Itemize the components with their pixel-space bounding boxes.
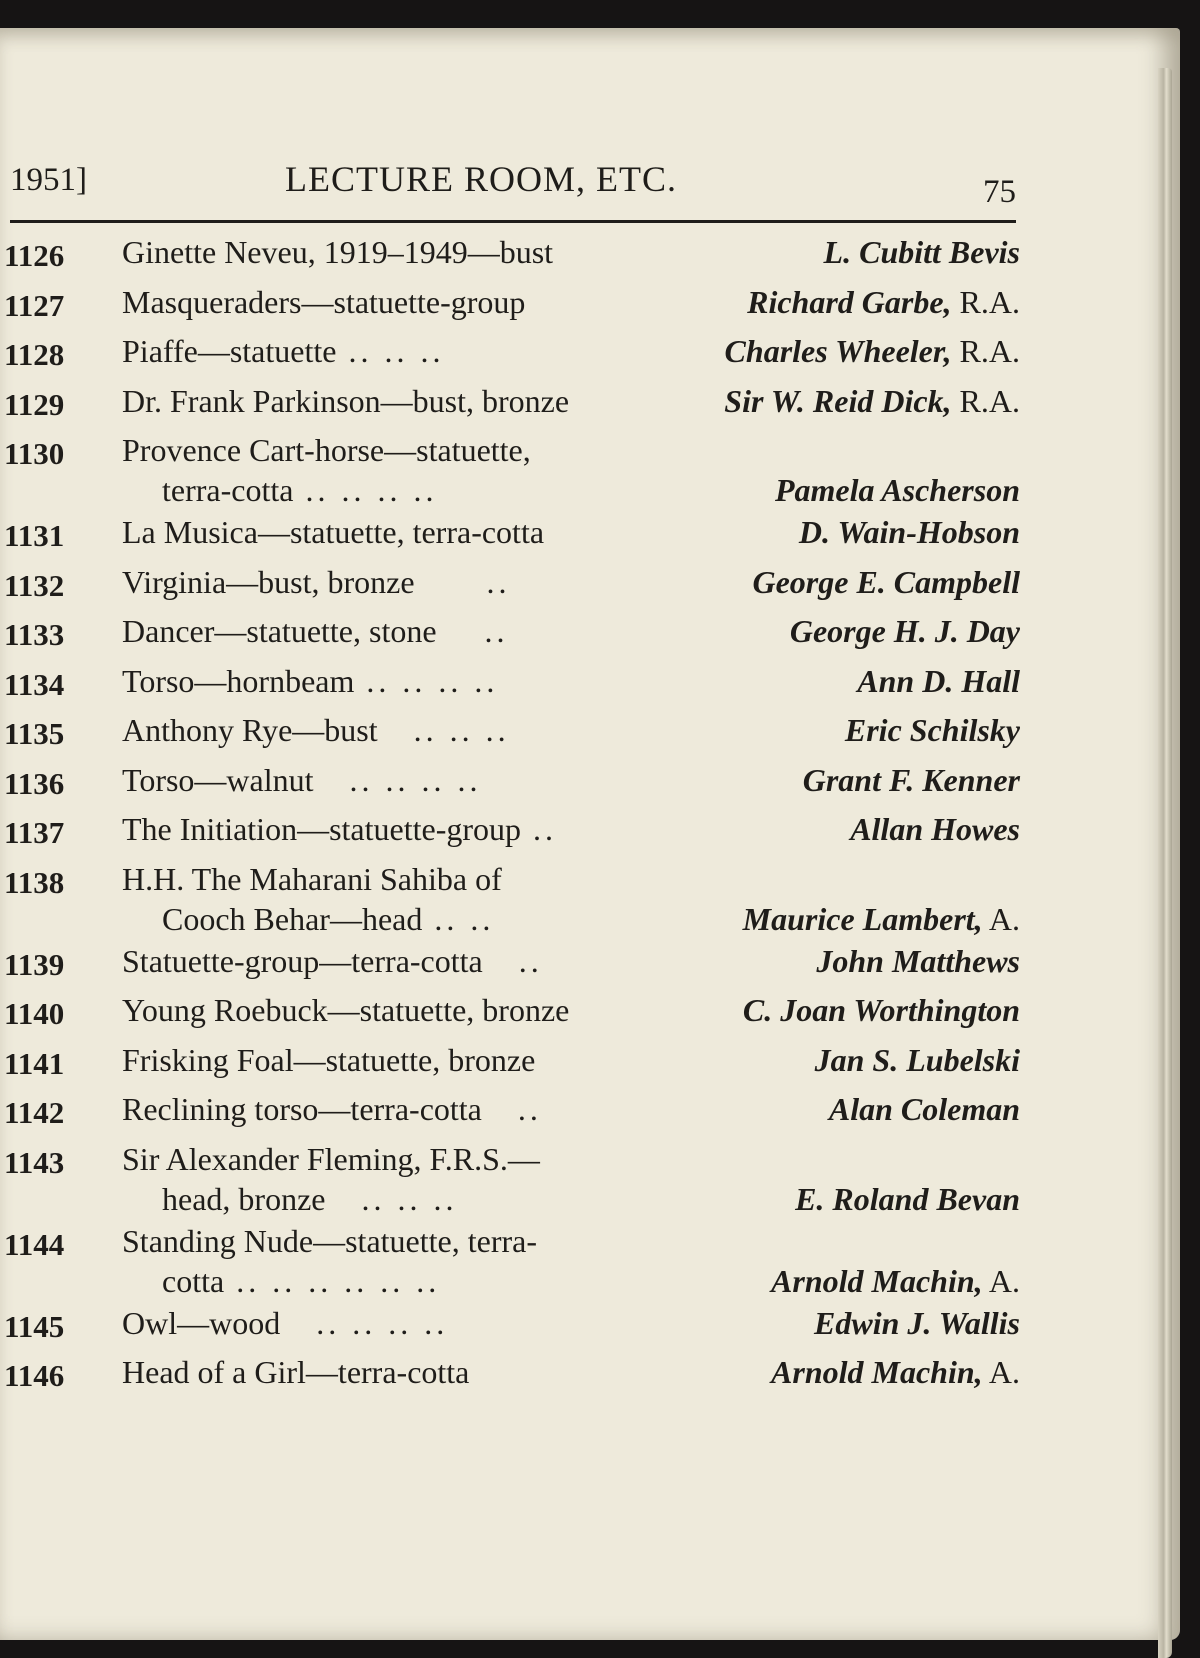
artist-name: Maurice Lambert, — [742, 900, 983, 937]
entry-number: 1139 — [4, 946, 65, 982]
artist-name: Alan Coleman — [828, 1091, 1020, 1127]
entry-number: 1131 — [4, 518, 65, 553]
entry-artist — [803, 762, 1020, 799]
artist-name: Pamela Ascherson — [774, 472, 1020, 508]
entry-number: 1137 — [4, 815, 65, 850]
entry-artist — [850, 811, 1020, 848]
entry-title-text: Dancer—statuette, stone — [122, 613, 437, 649]
artist-name: Edwin J. Wallis — [814, 1304, 1020, 1341]
entry-number: 1141 — [4, 1045, 65, 1081]
catalog-entry — [0, 663, 1020, 713]
entry-title — [122, 943, 543, 980]
entry-artist — [775, 472, 1020, 509]
entry-title-text: Head of a Girl—terra-cotta — [122, 1354, 470, 1390]
entry-title-continued — [162, 472, 437, 509]
entry-title — [122, 1354, 469, 1391]
entry-title-text: Young Roebuck—statuette, bronze — [122, 992, 570, 1028]
entry-title — [122, 861, 502, 898]
artist-name: Grant F. Kenner — [802, 761, 1020, 798]
entry-title-text: Anthony Rye—bust — [122, 712, 378, 748]
entry-artist — [743, 901, 1020, 938]
entry-title-text: Dr. Frank Parkinson—bust, bronze — [122, 382, 570, 419]
artist-name: Eric Schilsky — [844, 712, 1020, 748]
entry-artist — [743, 992, 1020, 1029]
artist-name: John Matthews — [816, 942, 1020, 979]
entry-number: 1146 — [4, 1358, 65, 1393]
entry-number: 1136 — [4, 765, 65, 801]
entry-title — [122, 432, 531, 469]
entry-title — [122, 811, 557, 848]
entry-number: 1130 — [4, 436, 65, 471]
entry-title-text: La Musica—statuette, terra-cotta — [122, 514, 545, 550]
entry-artist — [725, 333, 1020, 370]
artist-name: Arnold Machin, — [771, 1262, 983, 1299]
leader-dots: .. — [482, 942, 543, 979]
leader-dots: .. .. .. .. — [280, 1304, 449, 1341]
catalog-entry — [0, 564, 1020, 614]
artist-name: Jan S. Lubelski — [814, 1041, 1020, 1078]
leader-dots: .. .. .. .. — [293, 472, 438, 508]
leader-dots: .. .. .. .. — [313, 761, 482, 798]
entry-title — [122, 613, 509, 650]
artist-honours: A. — [982, 1354, 1020, 1390]
leader-dots: .. .. — [422, 900, 495, 937]
entry-title-text: Torso—hornbeam — [122, 662, 355, 699]
artist-honours: R.A. — [951, 382, 1020, 419]
leader-dots: .. .. .. .. .. .. — [224, 1262, 441, 1299]
catalog-entry — [0, 613, 1020, 663]
entry-number: 1142 — [4, 1095, 65, 1130]
artist-honours: A. — [982, 900, 1020, 937]
entry-title — [122, 333, 444, 370]
entry-number: 1128 — [4, 337, 65, 372]
artist-name: Ann D. Hall — [857, 662, 1020, 699]
entry-title-text: Ginette Neveu, 1919–1949—bust — [122, 234, 554, 270]
entry-title-continued-text: cotta — [162, 1262, 225, 1299]
running-header — [10, 158, 1016, 223]
entry-title — [122, 1141, 540, 1178]
entry-number: 1143 — [4, 1144, 65, 1180]
catalog-entry — [0, 1091, 1020, 1141]
artist-name: Charles Wheeler, — [724, 333, 952, 369]
artist-honours: R.A. — [951, 283, 1020, 320]
catalog-entry — [0, 333, 1020, 383]
entry-title-text: Sir Alexander Fleming, F.R.S.— — [122, 1140, 540, 1177]
entry-title-text: H.H. The Maharani Sahiba of — [122, 860, 502, 897]
catalog-entry — [0, 861, 1020, 943]
entry-artist — [857, 663, 1020, 700]
entry-title-continued — [162, 1263, 440, 1300]
leader-dots: .. — [481, 1091, 542, 1127]
catalog-entry — [0, 1354, 1020, 1404]
book-page — [0, 28, 1180, 1640]
leader-dots: .. — [521, 811, 557, 847]
entry-number: 1133 — [4, 617, 65, 652]
entry-artist — [845, 712, 1020, 749]
entry-artist — [771, 1354, 1020, 1391]
entry-artist — [815, 1042, 1020, 1079]
catalog-entry — [0, 762, 1020, 812]
entry-title — [122, 514, 544, 551]
entry-title-continued — [162, 901, 494, 938]
page-edge — [1158, 68, 1172, 1658]
header-title: LECTURE ROOM, ETC. — [285, 159, 677, 199]
artist-name: C. Joan Worthington — [742, 992, 1020, 1028]
catalog-entry — [0, 514, 1020, 564]
entry-title-continued-text: terra-cotta — [162, 472, 294, 508]
entry-number: 1138 — [4, 864, 65, 900]
entry-title — [122, 234, 553, 271]
catalog-entry — [0, 712, 1020, 762]
catalog-entry — [0, 1305, 1020, 1355]
entry-number: 1140 — [4, 996, 65, 1031]
catalog-entry — [0, 1141, 1020, 1223]
catalog-entry — [0, 943, 1020, 993]
entry-title-text: Provence Cart-horse—statuette, — [122, 432, 531, 468]
entry-title — [122, 564, 511, 601]
leader-dots: .. .. .. — [377, 712, 510, 748]
entry-artist — [816, 943, 1020, 980]
artist-honours: A. — [982, 1262, 1020, 1299]
catalog-entry — [0, 811, 1020, 861]
catalog-entry — [0, 992, 1020, 1042]
entry-number: 1135 — [4, 716, 65, 751]
entry-title — [122, 762, 482, 799]
catalog-entry — [0, 1223, 1020, 1305]
entry-artist — [795, 1181, 1020, 1218]
entry-title-text: The Initiation—statuette-group — [122, 811, 521, 847]
artist-name: L. Cubitt Bevis — [823, 234, 1020, 270]
entry-title — [122, 1223, 537, 1260]
entry-title-continued-text: Cooch Behar—head — [162, 900, 423, 937]
artist-name: George H. J. Day — [789, 613, 1020, 649]
entry-title — [122, 992, 569, 1029]
entry-number: 1144 — [4, 1226, 65, 1262]
entry-title-text: Reclining torso—terra-cotta — [122, 1091, 482, 1127]
artist-name: George E. Campbell — [752, 563, 1020, 600]
entry-title-text: Owl—wood — [122, 1304, 281, 1341]
catalog-entry — [0, 1042, 1020, 1092]
entry-title-text: Piaffe—statuette — [122, 333, 337, 369]
entry-artist — [790, 613, 1020, 650]
artist-name: E. Roland Bevan — [795, 1180, 1020, 1217]
entry-number: 1145 — [4, 1308, 65, 1344]
leader-dots: .. — [414, 563, 511, 600]
entry-artist — [829, 1091, 1020, 1128]
entry-artist — [824, 234, 1020, 271]
entry-title — [122, 663, 498, 700]
entry-artist — [724, 383, 1020, 420]
catalog-entry — [0, 383, 1020, 433]
entry-number: 1134 — [4, 666, 65, 702]
entry-title-text: Virginia—bust, bronze — [122, 563, 415, 600]
entry-title — [122, 1091, 542, 1128]
entry-title-continued — [162, 1181, 457, 1218]
entry-artist — [771, 1263, 1020, 1300]
entry-artist — [752, 564, 1020, 601]
artist-name: Arnold Machin, — [771, 1354, 983, 1390]
entry-number: 1126 — [4, 238, 65, 273]
entry-artist — [799, 514, 1020, 551]
catalog-entry — [0, 284, 1020, 334]
leader-dots: .. .. .. .. — [354, 662, 499, 699]
entry-artist — [814, 1305, 1020, 1342]
entry-title — [122, 383, 569, 420]
artist-honours: R.A. — [951, 333, 1020, 369]
leader-dots: .. .. .. — [325, 1180, 458, 1217]
entry-number: 1129 — [4, 386, 65, 422]
entry-title — [122, 284, 525, 321]
entry-artist — [747, 284, 1020, 321]
catalog-entry — [0, 432, 1020, 514]
entry-title-text: Standing Nude—statuette, terra- — [122, 1222, 537, 1259]
entry-title-text: Torso—walnut — [122, 761, 314, 798]
entry-number: 1127 — [4, 287, 65, 323]
artist-name: Sir W. Reid Dick, — [724, 382, 952, 419]
entry-number: 1132 — [4, 567, 65, 603]
entry-title-continued-text: head, bronze — [162, 1180, 326, 1217]
page-number: 75 — [983, 174, 1016, 210]
entry-title — [122, 1042, 535, 1079]
header-year: 1951] — [10, 162, 87, 198]
entry-title-text: Frisking Foal—statuette, bronze — [122, 1041, 536, 1078]
artist-name: D. Wain-Hobson — [798, 514, 1020, 550]
leader-dots: .. .. .. — [336, 333, 445, 369]
entry-title-text: Statuette-group—terra-cotta — [122, 942, 483, 979]
artist-name: Richard Garbe, — [747, 283, 952, 320]
entry-title — [122, 1305, 448, 1342]
catalog-list — [0, 234, 1020, 1404]
entry-title — [122, 712, 510, 749]
leader-dots: .. — [436, 613, 509, 649]
artist-name: Allan Howes — [850, 811, 1020, 847]
entry-title-text: Masqueraders—statuette-group — [122, 283, 526, 320]
catalog-entry — [0, 234, 1020, 284]
